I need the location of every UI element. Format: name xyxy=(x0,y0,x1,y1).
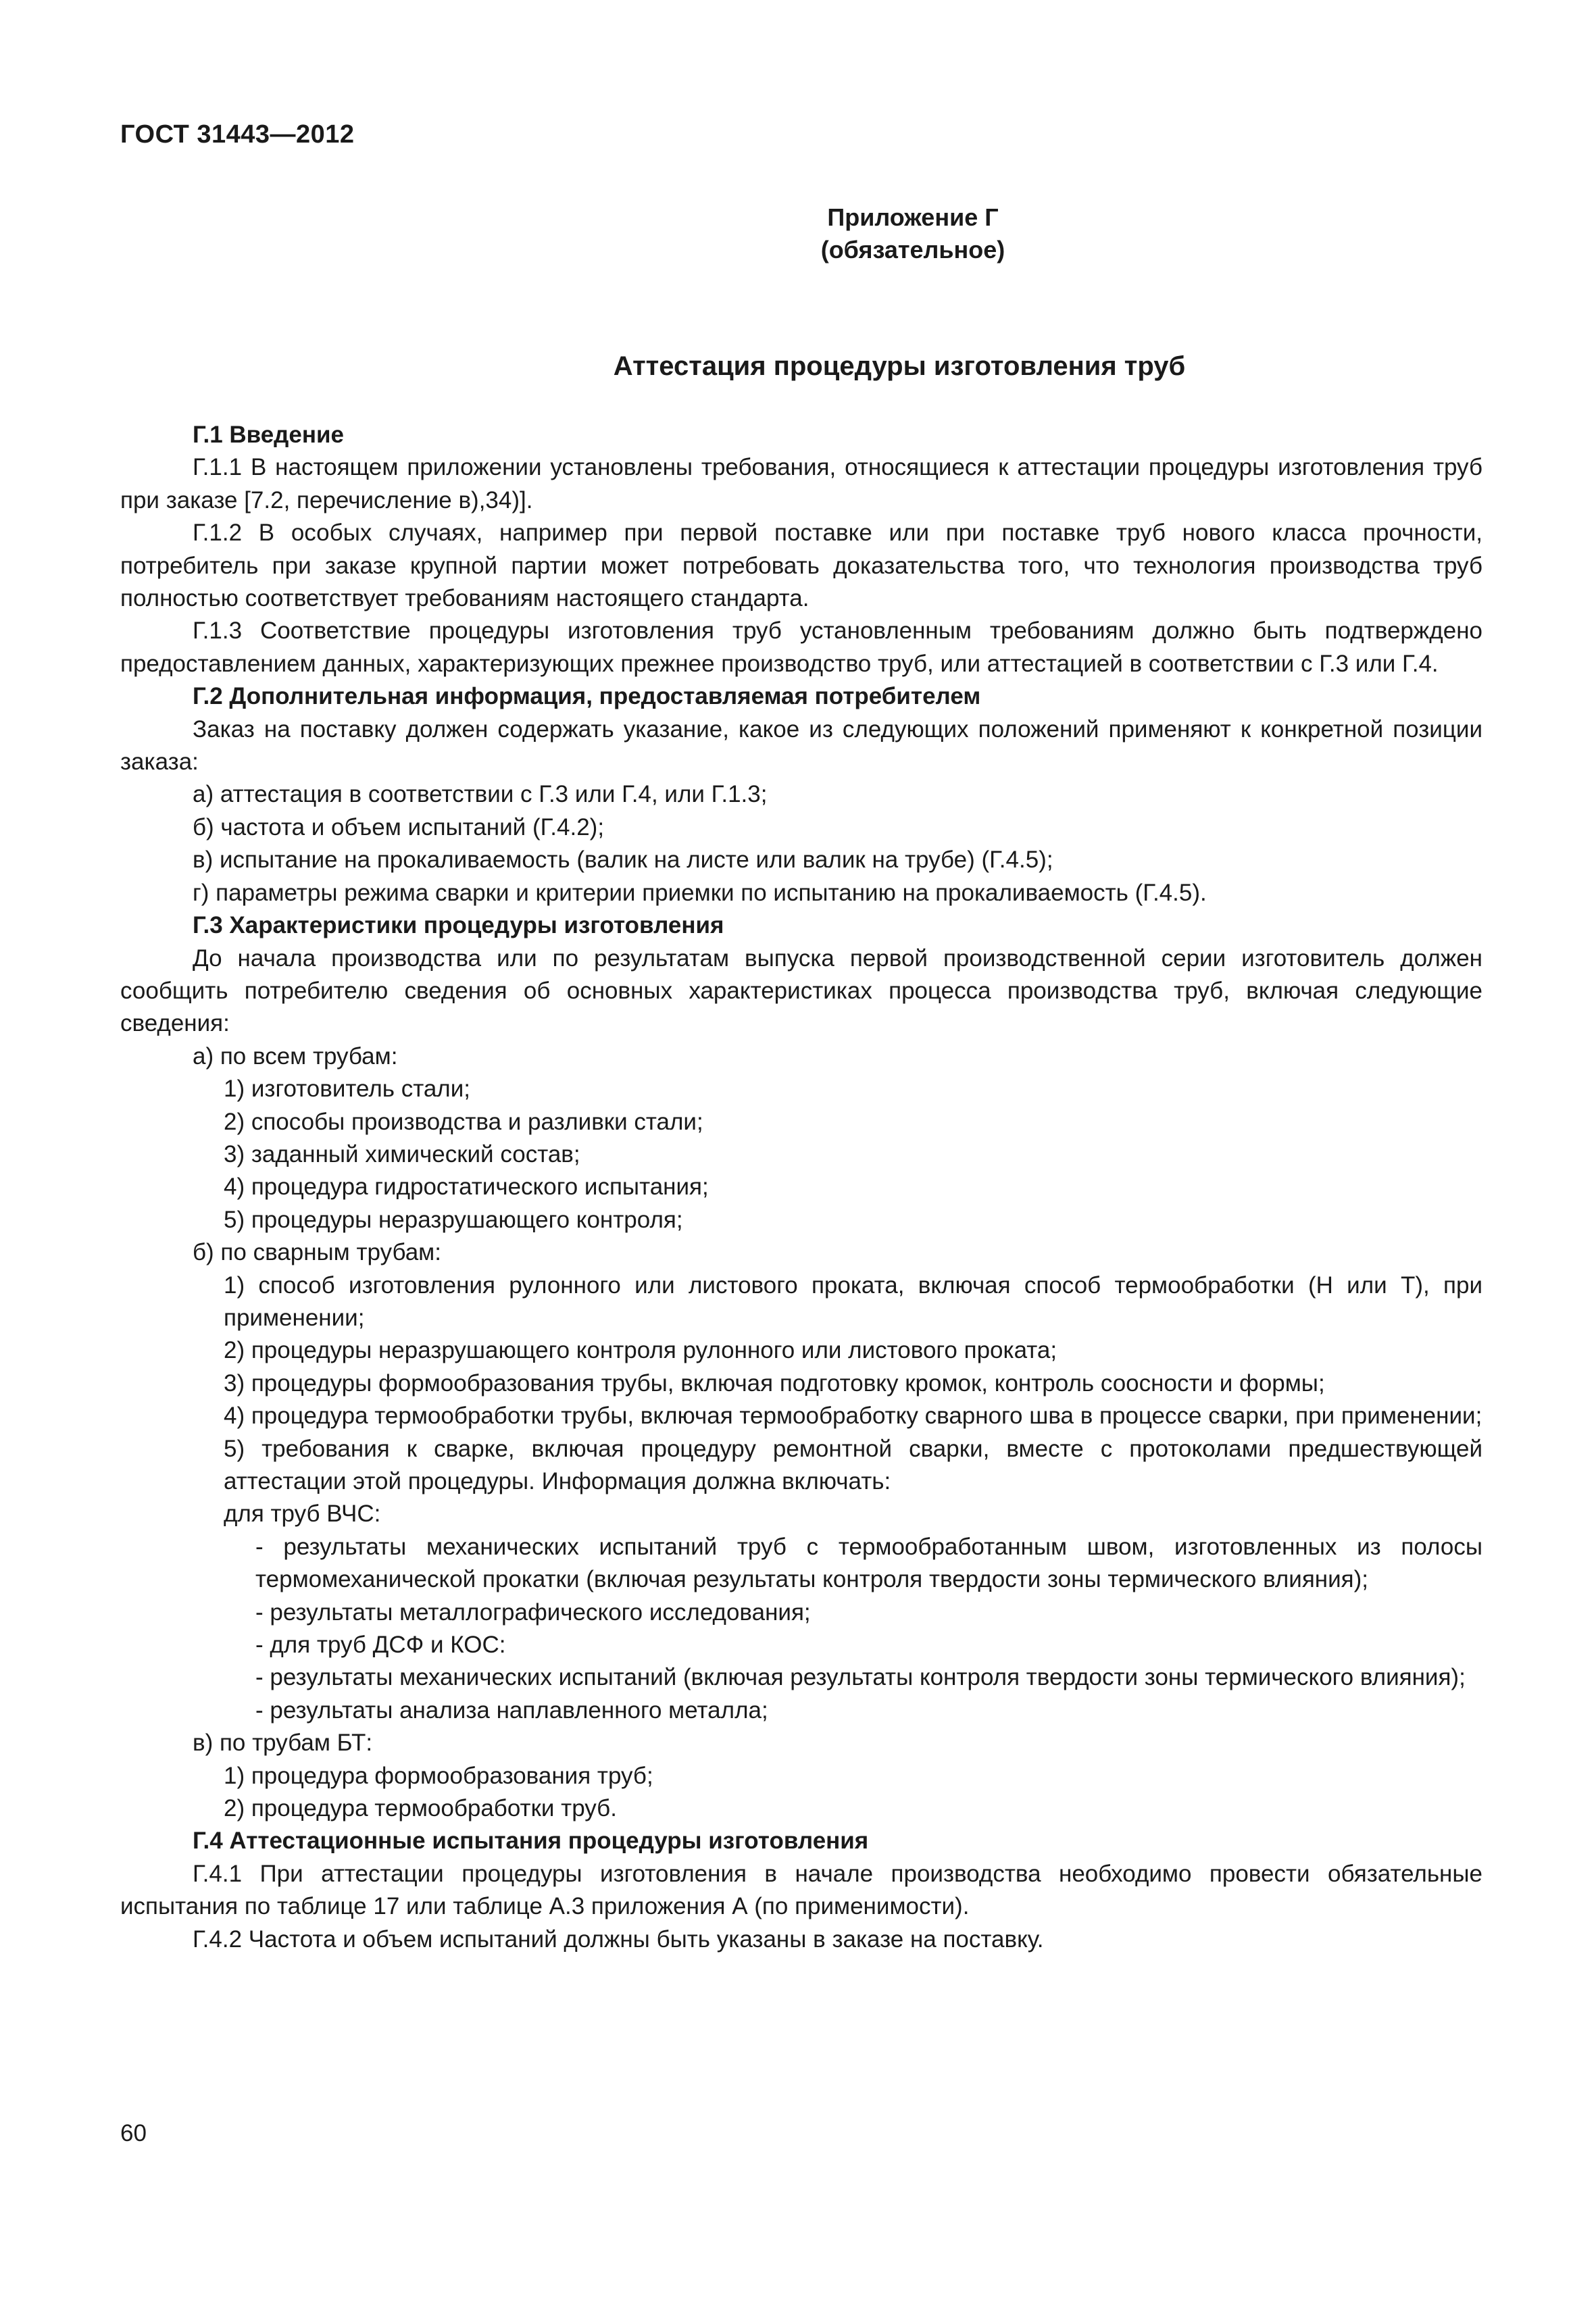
annex-name: Приложение Г xyxy=(827,203,999,231)
section-heading-g4: Г.4 Аттестационные испытания процедуры изготовления xyxy=(193,1828,869,1855)
paragraph-g1-1: Г.1.1 В настоящем приложении установлены требования, относящиеся к аттестации процедуры изготовления труб при заказе [7.2, перечисление в),34)]. xyxy=(120,454,1482,513)
list-item-g3-b5-d5: - результаты анализа наплавленного металла; xyxy=(255,1696,768,1724)
list-item-g3-b3: 3) процедуры формообразования трубы, включая подготовку кромок, контроль соосности и формы; xyxy=(224,1369,1325,1397)
list-item-g3-v2: 2) процедура термообработки труб. xyxy=(224,1795,617,1822)
paragraph-g4-2: Г.4.2 Частота и объем испытаний должны быть указаны в заказе на поставку. xyxy=(193,1926,1044,1953)
list-item-g3-b1: 1) способ изготовления рулонного или листового проката, включая способ термообработки (Н или Т), при применении; xyxy=(224,1272,1482,1331)
list-item-g3-b5-d4: - результаты механических испытаний (включая результаты контроля твердости зоны термического влияния); xyxy=(255,1664,1466,1691)
paragraph-g1-3: Г.1.3 Соответствие процедуры изготовления труб установленным требованиям должно быть подтверждено предоставлением данных, характеризующих прежнее производство труб, или аттестацией в соответствии с Г.3 или Г.4. xyxy=(120,618,1482,677)
list-item-g2-b: б) частота и объем испытаний (Г.4.2); xyxy=(193,813,605,840)
annex-heading xyxy=(0,201,1596,266)
list-item-g3-a4: 4) процедура гидростатического испытания; xyxy=(224,1174,709,1201)
document-body xyxy=(120,419,1482,1956)
list-item-g2-a: а) аттестация в соответствии с Г.3 или Г.4, или Г.1.3; xyxy=(193,781,768,808)
annex-status: (обязательное) xyxy=(820,236,1005,263)
list-item-g3-b4: 4) процедура термообработки трубы, включая термообработку сварного шва в процессе сварки, при применении; xyxy=(224,1403,1482,1430)
list-item-g3-v1: 1) процедура формообразования труб; xyxy=(224,1762,653,1789)
list-label-g3-a: а) по всем трубам: xyxy=(193,1042,398,1070)
list-item-g3-a1: 1) изготовитель стали; xyxy=(224,1076,471,1103)
paragraph-g1-2: Г.1.2 В особых случаях, например при первой поставке или при поставке труб нового класса прочности, потребитель при заказе крупной партии может потребовать доказательства того, что технология производства труб полностью соответствует требованиям настоящего стандарта. xyxy=(120,520,1482,612)
section-heading-g1: Г.1 Введение xyxy=(193,422,344,448)
list-item-g3-a5: 5) процедуры неразрушающего контроля; xyxy=(224,1206,683,1233)
document-code: ГОСТ 31443—2012 xyxy=(120,120,355,149)
section-heading-g3: Г.3 Характеристики процедуры изготовления xyxy=(193,912,724,939)
list-item-g2-v: в) испытание на прокаливаемость (валик на листе или валик на трубе) (Г.4.5); xyxy=(193,847,1053,874)
list-label-g3-b5-hf: для труб ВЧС: xyxy=(224,1501,381,1528)
paragraph-g2-intro: Заказ на поставку должен содержать указание, какое из следующих положений применяют к конкретной позиции заказа: xyxy=(120,715,1482,776)
list-label-g3-v: в) по трубам БТ: xyxy=(193,1730,373,1757)
list-label-g3-b: б) по сварным трубам: xyxy=(193,1239,441,1266)
page-number: 60 xyxy=(120,2120,147,2146)
list-item-g3-a3: 3) заданный химический состав; xyxy=(224,1140,580,1167)
paragraph-g4-1: Г.4.1 При аттестации процедуры изготовления в начале производства необходимо провести обязательные испытания по таблице 17 или таблице А.3 приложения А (по применимости). xyxy=(120,1860,1482,1920)
paragraph-g3-intro: До начала производства или по результатам выпуска первой производственной серии изготовитель должен сообщить потребителю сведения об основных характеристиках процесса производства труб, включая следующие сведения: xyxy=(120,945,1482,1037)
list-item-g3-a2: 2) способы производства и разливки стали; xyxy=(224,1108,703,1135)
list-item-g3-b5-d1: - результаты механических испытаний труб с термообработанным швом, изготовленных из полосы термомеханической прокатки (включая результаты контроля твердости зоны термического влияния); xyxy=(255,1533,1482,1593)
list-item-g3-b5-d2: - результаты металлографического исследования; xyxy=(255,1599,811,1626)
list-item-g3-b2: 2) процедуры неразрушающего контроля рулонного или листового проката; xyxy=(224,1337,1057,1364)
section-heading-g2: Г.2 Дополнительная информация, предоставляемая потребителем xyxy=(193,683,981,710)
list-item-g3-b5-d3: - для труб ДСФ и КОС: xyxy=(255,1632,506,1659)
list-item-g2-g: г) параметры режима сварки и критерии приемки по испытанию на прокаливаемость (Г.4.5). xyxy=(193,879,1207,906)
list-item-g3-b5: 5) требования к сварке, включая процедуру ремонтной сварки, вместе с протоколами предшествующей аттестации этой процедуры. Информация должна включать: xyxy=(224,1435,1482,1494)
annex-title: Аттестация процедуры изготовления труб xyxy=(613,351,1186,381)
